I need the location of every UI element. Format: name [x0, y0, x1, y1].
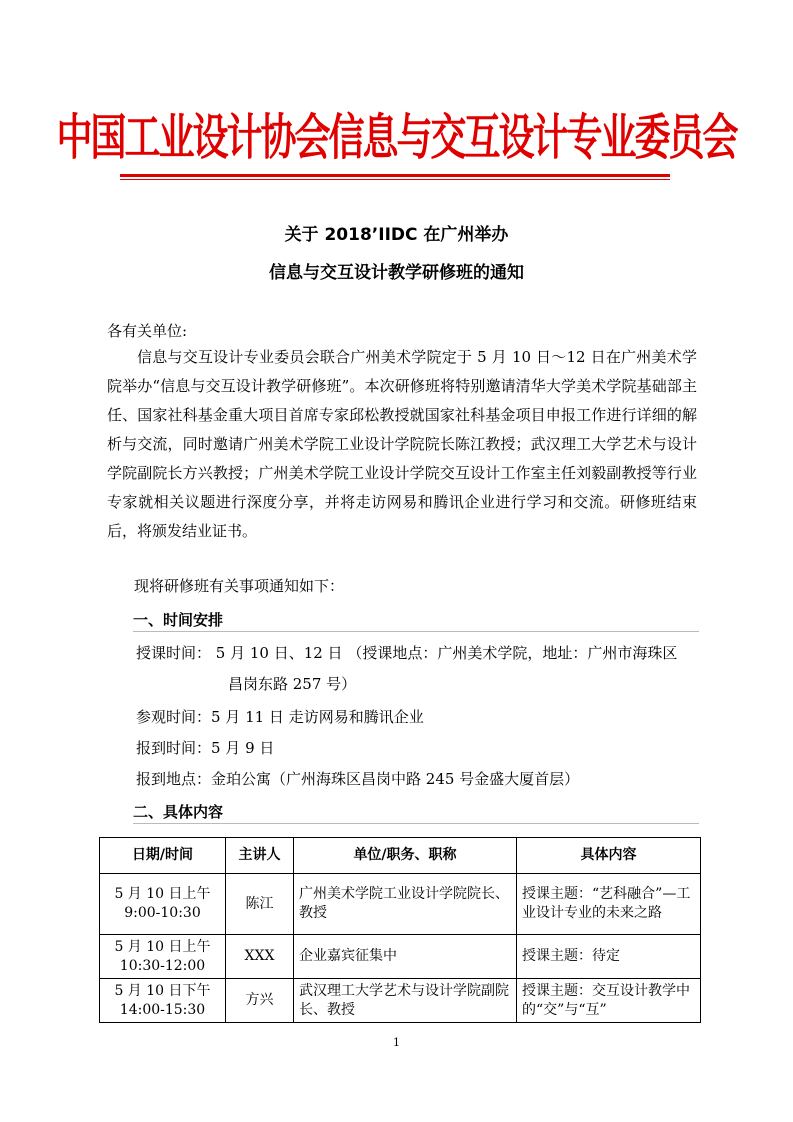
cell-date [100, 935, 226, 979]
cell-unit: 武汉理工大学艺术与设计学院副院长、教授 [294, 979, 517, 1023]
section-heading-content: 二、具体内容 [133, 803, 224, 821]
visit-time: 参观时间：5 月 11 日 走访网易和腾讯企业 [136, 708, 424, 726]
cell-speaker: 方兴 [226, 979, 294, 1023]
lecture-time-line2: 昌岗东路 257 号） [228, 675, 357, 693]
cell-content: 授课主题：“艺科融合”—工业设计专业的未来之路 [517, 874, 701, 935]
cell-unit: 广州美术学院工业设计学院院长、教授 [294, 874, 517, 935]
body-paragraph: 信息与交互设计专业委员会联合广州美术学院定于 5 月 10 日～12 日在广州美术学院举办“信息与交互设计教学研修班”。本次研修班将特别邀请清华大学美术学院基础部主任、国家社科基金重大项目首席专家邱松教授就国家社科基金项目申报工作进行详细的解析与交流，同时邀请广州美术学院工业设计学院院长陈江教授；武汉理工大学艺术与设计学院副院长方兴教授；广州美术学院工业设计学院交互设计工作室主任刘毅副教授等行业专家就相关议题进行深度分享，并将走访网易和腾讯企业进行学习和交流。研修班结束后，将颁发结业证书。 [107, 348, 697, 540]
letterhead-rule-thin [120, 179, 670, 180]
notice-intro: 现将研修班有关事项通知如下： [134, 577, 345, 595]
cell-speaker: XXX [226, 935, 294, 979]
section-underline [133, 631, 699, 632]
salutation: 各有关单位: [107, 322, 188, 340]
time-text: 10:30-12:00 [119, 957, 206, 974]
section-underline [133, 823, 699, 824]
cell-unit: 企业嘉宾征集中 [294, 935, 517, 979]
table-header-row [100, 838, 701, 874]
schedule-table [99, 837, 701, 1023]
notice-title-line2: 信息与交互设计教学研修班的通知 [269, 263, 524, 283]
date-text: 5 月 10 日下午 [114, 982, 211, 999]
header-speaker: 主讲人 [226, 838, 294, 874]
cell-speaker: 陈江 [226, 874, 294, 935]
header-unit: 单位/职务、职称 [294, 838, 517, 874]
time-text: 9:00-10:30 [124, 905, 201, 921]
date-text: 5 月 10 日上午 [114, 938, 211, 955]
checkin-time: 报到时间：5 月 9 日 [136, 739, 275, 757]
header-content: 具体内容 [517, 838, 701, 874]
page-number: 1 [393, 1036, 400, 1049]
cell-content: 授课主题：交互设计教学中的“交”与“互” [517, 979, 701, 1023]
checkin-place: 报到地点：金珀公寓（广州海珠区昌岗中路 245 号金盛大厦首层） [136, 770, 580, 788]
time-text: 14:00-15:30 [119, 1001, 206, 1018]
cell-date [100, 979, 226, 1023]
cell-content: 授课主题：待定 [517, 935, 701, 979]
table-row [100, 935, 701, 979]
table-row [100, 979, 701, 1023]
date-text: 5 月 10 日上午 [114, 886, 211, 902]
lecture-time-line1: 授课时间： 5 月 10 日、12 日 （授课地点：广州美术学院，地址：广州市海珠区 [136, 644, 678, 662]
section-heading-schedule: 一、时间安排 [133, 611, 224, 629]
letterhead-title: 中国工业设计协会信息与交互设计专业委员会 [56, 109, 737, 167]
letterhead-rule-thick [120, 174, 670, 177]
notice-title-line1: 关于 2018’IIDC 在广州举办 [284, 225, 509, 245]
header-date: 日期/时间 [100, 838, 226, 874]
cell-date [100, 874, 226, 935]
table-row [100, 874, 701, 935]
